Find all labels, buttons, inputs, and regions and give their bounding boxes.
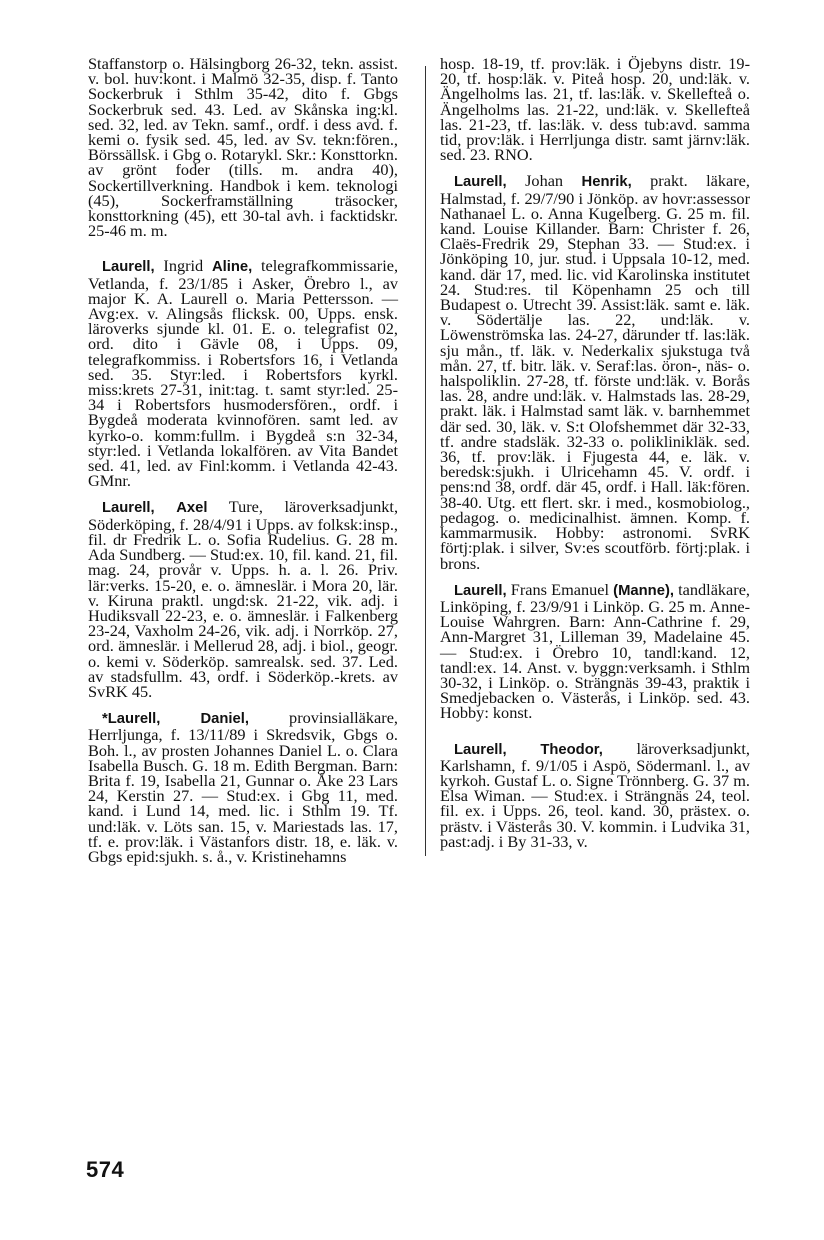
entry-theodor-laurell [440, 738, 750, 851]
entry-axel-laurell [88, 499, 398, 699]
entry-called-name: Axel [176, 500, 208, 517]
page-number: 574 [86, 1157, 125, 1182]
left-column [88, 56, 398, 875]
entry-surname: Laurell, [102, 500, 155, 517]
entry-called-name: Theodor, [540, 741, 603, 758]
entry-called-name: Aline, [211, 259, 253, 276]
entry-surname: *Laurell, [102, 711, 161, 728]
entry-body: prakt. läkare, Halmstad, f. 29/7/90 i Jönköp. av hovr:assessor Nathanael L. o. Anna Kugelberg. G. 25 m. fil. kand. Louise Killander. Barn: Christer f. 26, Claës-Fredrik 29, Stephan 33. — Stud:ex. i Jönköping 10, jur. stud. i Uppsala 10-12, med. kand. där 17, med. lic. vid Karolinska institutet 24. Stud:res. til Köpenhamn 25 och till Budapest o. Utrecht 39. Assist:läk. samt e. läk. v. Södertälje las. 22, und:läk. v. Löwenströmska las. 24-27, därunder tf. las:läk. sju mån., tf. läk. v. Nederkalix sjukstuga två mån. 27, tf. bitr. läk. v. Seraf:las. öron-, näs- o. halspoliklin. 27-28, tf. förste und:läk. v. Borås las. 28, andre und:läk. v. Halmstads las. 28-29, prakt. läk. i Halmstad samt läk. v. barnhemmet där sed. 30, läk. v. S:t Olofshemmet där 32-33, tf. andre stadsläk. 32-33 o. poliklinikläk. sed. 36, tf. prov:läk. i Fjugesta 44, e. läk. v. beredsk:sjukh. i Ulricehamn 45. V. ordf. i pens:nd 38, ordf. där 45, ordf. i Hall. läk:fören. 38-40. Utg. ett flert. skr. i med., kosmobiolog., pedagog. o. medicinalhist. ämnen. Komp. f. kammarmusik. Hobby: astronomi. SvRK förtj:plak. i silver, Sv:es scoutförb. förtj:plak. i brons. [440, 171, 750, 573]
entry-given-name: Johan [525, 171, 564, 191]
column-divider [425, 66, 426, 856]
entry-body: telegrafkommissarie, Vetlanda, f. 23/1/85 i Asker, Örebro l., av major K. A. Laurell o. Maria Pettersson. — Avg:ex. v. Alingsås flicksk. 00, Upps. ensk. läroverks sjunde kl. 01. E. o. telegrafist 02, ord. dito i Gävle 08, i Upps. 09, telegrafkommiss. i Robertsfors 16, i Vetlanda sed. 35. Styr:led. i Robertsfors kyrkl. miss:krets 27-31, init:tag. t. samt styr:led. 25-34 i Robertsfors husmodersfören., ordf. i Bygdeå moderata kvinnofören. samt led. av kyrko-o. komm:fullm. i Bygdeå s:n 32-34, styr:led. i Vetlanda lokalfören. av Vita Bandet sed. 41, led. av Finl:komm. i Vetlanda 42-43. GMnr. [88, 256, 399, 491]
entry-given-name: Ingrid [163, 256, 204, 276]
entry-called-name: (Manne), [613, 582, 674, 599]
entry-surname: Laurell, [454, 174, 507, 191]
entry-continuation: Staffanstorp o. Hälsingborg 26-32, tekn. assist. v. bol. huv:kont. i Malmö 32-35, disp. f. Tanto Sockerbruk i Sthlm 35-42, dito f. Gbgs Sockerbruk sed. 43. Led. av Skånska ing:kl. sed. 32, led. av Tekn. samf., ordf. i dess avd. f. kemi o. fysik sed. 45, led. av Sv. tekn:fören., Börssällsk. i Gbg o. Rotarykl. Skr.: Konsttorkn. av grönt foder (tills. m. andra 40), Sockertillverkning. Handbok i kem. teknologi (45), Sockerframställning träsocker, konsttorkning (45), ett 30-tal avh. i facktidskr. 25-46 m. m. [88, 54, 398, 241]
entry-called-name: Daniel, [200, 711, 249, 728]
entry-continuation: hosp. 18-19, tf. prov:läk. i Öjebyns distr. 19-20, tf. hosp:läk. v. Piteå hosp. 20, und:läk. v. Ängelholms las. 21, tf. las:läk. v. Skellefteå o. Ängelholms las. 21-22, und:läk. v. Skellefteå las. 21-23, tf. las:läk. v. dess tub:avd. samma tid, prov:läk. i Herrljunga distr. samt järnv:läk. sed. 23. RNO. [440, 54, 750, 165]
entry-surname: Laurell, [454, 582, 507, 599]
entry-body: läroverksadjunkt, Söderköping, f. 28/4/91 i Upps. av folksk:insp., fil. dr Fredrik L. o. Sofia Rudelius. G. 28 m. Ada Sundberg. — Stud:ex. 10, fil. kand. 21, fil. mag. 24, provår v. Upps. h. a. l. 26. Priv. lär:verks. 15-20, e. o. ämneslär. i Mora 20, lär. v. Kiruna praktl. ungd:sk. 21-22, vik. adj. i Hudiksvall 22-23, e. o. ämneslär. i Falkenberg 23-24, Vaxholm 24-26, vik. adj. i Norrköp. 27, ord. ämneslär. i Mellerud 28, adj. i biol., geogr. o. kemi v. Söderköp. samrealsk. sed. 37. Led. av stadsfullm. 43, ordf. i Söderköp.-krets. av SvRK 45. [88, 497, 399, 701]
entry-body: läroverksadjunkt, Karlshamn, f. 9/1/05 i Aspö, Södermanl. l., av kyrkoh. Gustaf L. o. Signe Trönnberg. G. 37 m. Elsa Wiman. — Stud:ex. i Strängnäs 24, teol. fil. ex. i Upps. 26, teol. kand. 30, prästex. o. prästv. i Västerås 30. V. kommin. i Ludvika 31, past:adj. i By 31-33, v. [440, 738, 750, 851]
entry-ingrid-laurell [88, 256, 399, 491]
entry-surname: Laurell, [102, 259, 155, 276]
entry-called-name: Henrik, [581, 174, 632, 191]
entry-given-name: Frans Emanuel [510, 579, 609, 599]
entry-surname: Laurell, [454, 741, 507, 758]
entry-henrik-laurell [440, 171, 750, 573]
entry-manne-laurell [440, 579, 751, 723]
entry-given-name: Ture, [228, 497, 263, 517]
right-column [440, 56, 750, 860]
entry-daniel-laurell [88, 710, 398, 864]
entry-body: provinsialläkare, Herrljunga, f. 13/11/89 i Skredsvik, Gbgs o. Boh. l., av prosten Johannes Daniel L. o. Clara Isabella Busch. G. 18 m. Edith Bergman. Barn: Brita f. 19, Isabella 21, Gunnar o. Åke 23 Lars 24, Kerstin 27. — Stud:ex. i Gbg 11, med. kand. i Lund 14, med. lic. i Sthlm 19. Tf. und:läk. v. Löts san. 15, v. Mariestads las. 17, tf. e. prov:läk. i Västanfors distr. 18, e. läk. v. Gbgs epid:sjukh. s. å., v. Kristinehamns [88, 708, 398, 866]
entry-body: tandläkare, Linköping, f. 23/9/91 i Linköp. G. 25 m. Anne-Louise Wahrgren. Barn: Ann-Cathrine f. 29, Ann-Margret 31, Lilleman 39, Madelaine 45. — Stud:ex. i Örebro 10, tandl:kand. 12, tandl:ex. 14. Anst. v. byggn:verksamh. i Sthlm 30-32, i Linköp. o. Strängnäs 39-43, praktik i Smedjebacken o. Västerås, i Linköp. sed. 43. Hobby: konst. [440, 579, 751, 723]
